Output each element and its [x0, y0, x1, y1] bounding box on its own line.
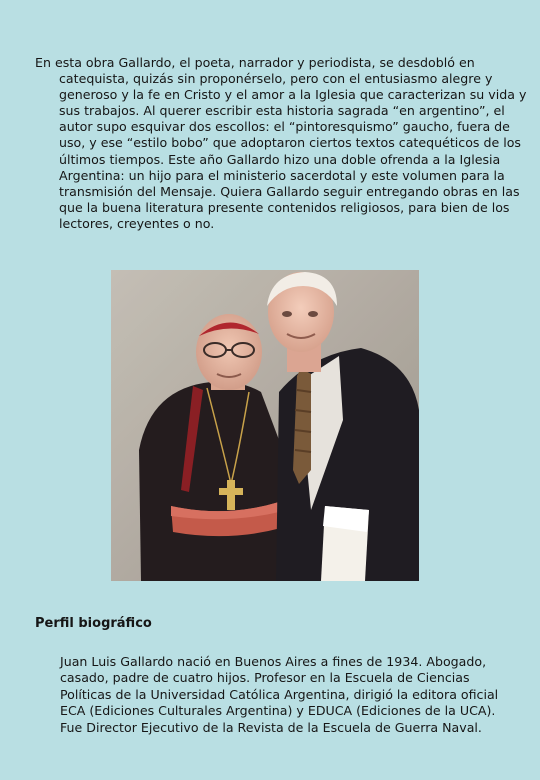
author-photo — [111, 270, 419, 581]
section-heading: Perfil biográfico — [35, 616, 152, 631]
bio-paragraph: Juan Luis Gallardo nació en Buenos Aires a fines de 1934. Abogado, casado, padre de cuatro hijos. Profesor en la Escuela de Ciencias Políticas de la Universidad Católica Argentina, dirigió la editora oficial ECA (Ediciones Culturales Argentina) y EDUCA (Ediciones de la UCA). Fue Director Ejecutivo de la Revista de la Escuela de Guerra Naval. — [60, 654, 499, 735]
intro-paragraph: En esta obra Gallardo, el poeta, narrador y periodista, se desdobló en catequista, quizás sin proponérselo, pero con el entusiasmo alegre y generoso y la fe en Cristo y el amor a la Iglesia que caracterizan su vida y sus trabajos. Al querer escribir esta historia sagrada “en argentino”, el autor supo esquivar dos escollos: el “pintoresquismo” gaucho, fuera de uso, y ese “estilo bobo” que adoptaron ciertos textos catequéticos de los últimos tiempos. Este año Gallardo hizo una doble ofrenda a la Iglesia Argentina: un hijo para el ministerio sacerdotal y este volumen para la transmisión del Mensaje. Quiera Gallardo seguir entregando obras en las que la buena literatura presente contenidos religiosos, para bien de los lectores, creyentes o no. — [35, 55, 527, 231]
